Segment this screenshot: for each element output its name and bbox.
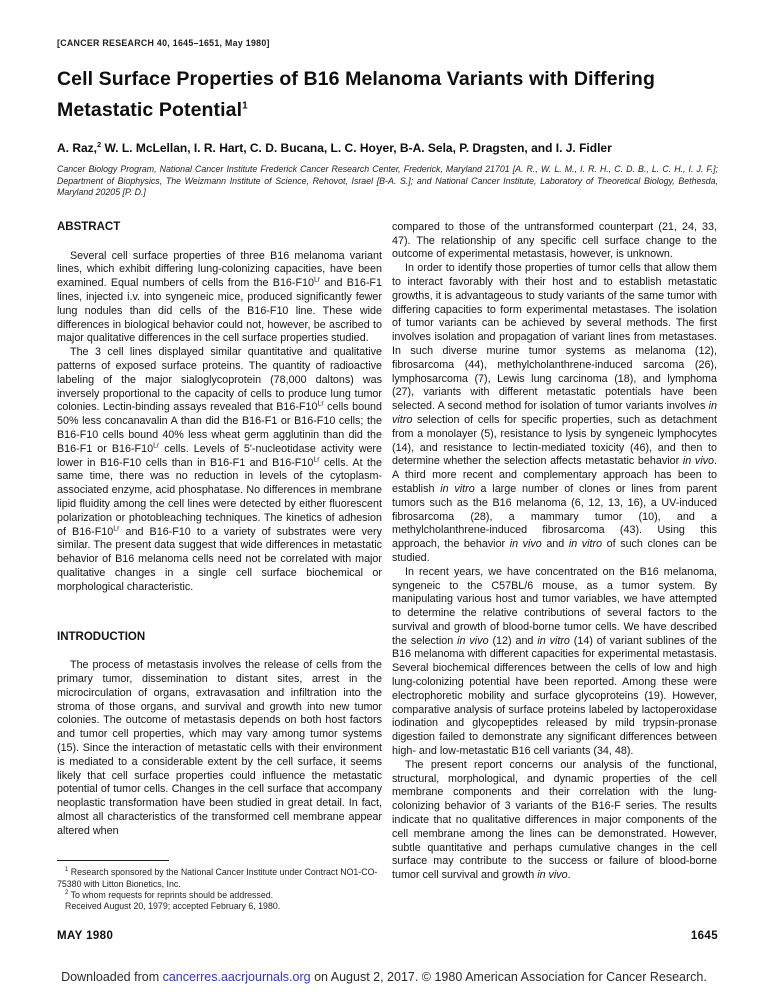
abstract-paragraph: Several cell surface properties of three B16 melanoma variant lines, which exhibit differing lung-colonizing capacities, have been examined. Equal numbers of cells from the $B16-F10^{Lr}$ and B16-F1 lines, injected i.v. into syngeneic mice, produced significantly fewer lung nodules than did cells of the B16-F10 line. These wide differences in biological behavior could not, however, be ascribed to major qualitative differences in the cell surface properties studied. — [57, 249, 382, 345]
page-footer — [57, 930, 718, 942]
paper-title-line1: Cell Surface Properties of B16 Melanoma Variants with Differing — [57, 68, 655, 90]
introduction-paragraph: The process of metastasis involves the release of cells from the primary tumor, dissemination to distant sites, arrest in the microcirculation of organs, extravasation and infiltration into the stroma of those organs, and survival and growth into new tumor colonies. The outcome of metastasis depends on both host factors and tumor cell properties, which may vary among tumor systems (15). Since the interaction of metastatic cells with their environment is mediated to a considerable extent by the cell surface, it seems likely that cell surface properties could influence the metastatic potential of tumor cells. Changes in the cell surface that accompany neoplastic transformation have been studied in great detail. In fact, almost all characteristics of the transformed cell membrane appear altered when — [57, 659, 382, 837]
introduction-paragraph: compared to those of the untransformed counterpart (21, 24, 33, 47). The relationship of any specific cell surface change to the outcome of experimental metastasis, however, is unknown. — [392, 220, 717, 261]
footer-page-number: 1645 — [690, 929, 718, 942]
right-column — [392, 221, 717, 913]
introduction-paragraph: In recent years, we have concentrated on the B16 melanoma, syngeneic to the C57BL/6 mouse, as a tumor system. By manipulating various host and tumor variables, we have attempted to determine the relative contributions of several factors to the survival and growth of blood-borne tumor cells. We have described the selection in vivo (12) and in vitro (14) of variant sublines of the B16 melanoma with different capacities for experimental metastasis. Several biochemical differences between the cells of low and high lung-colonizing potential have been reported. Among these were electrophoretic mobility and surface glycoproteins (19). However, comparative analysis of surface proteins labeled by lactoperoxidase iodination and glycopeptides released by mild trypsin-pronase digestion failed to demonstrate any significant differences between high- and low-metastatic B16 cell variants (34, 48). — [392, 565, 717, 758]
paper-title — [57, 64, 718, 126]
footnote: $^1$ Research sponsored by the National Cancer Institute under Contract NO1-CO-75380 with Litton Bionetics, Inc. — [57, 867, 378, 889]
paper-page — [57, 38, 718, 942]
journal-citation: [CANCER RESEARCH 40, 1645–1651, May 1980] — [57, 38, 270, 48]
affiliation-text: Cancer Biology Program, National Cancer Institute Frederick Cancer Research Center, Frederick, Maryland 21701 [A. R., W. L. M., I. R. H., C. D. B., L. C. H., I. J. F.]; Department of Biophysics, The Weizmann Institute of Science, Rehovot, Israel [B-A. S.]; and National Cancer Institute, Laboratory of Theoretical Biology, Bethesda, Maryland 20205 [P. D.] — [57, 164, 718, 198]
footer-issue-date: MAY 1980 — [57, 929, 114, 942]
banner-journal-link[interactable]: cancerres.aacrjournals.org — [162, 970, 311, 984]
footnote-received-dates: Received August 20, 1979; accepted February 6, 1980. — [65, 901, 281, 912]
footnote-rule — [57, 860, 169, 861]
introduction-heading: INTRODUCTION — [57, 630, 146, 643]
title-footnote-mark: 1 — [242, 100, 248, 112]
download-banner — [0, 970, 768, 984]
banner-prefix: Downloaded from — [61, 970, 163, 984]
introduction-paragraph: In order to identify those properties of tumor cells that allow them to interact favorably with their host and to establish metastatic growths, it is advantageous to study variants of the same tumor with differing capacities to form experimental metastases. The isolation of tumor variants can be achieved by several methods. The first involves isolation and propagation of variant lines from metastases. In such diverse murine tumor systems as melanoma (12), fibrosarcoma (44), methylcholanthrene-induced sarcoma (26), lymphosarcoma (7), Lewis lung carcinoma (18), and lymphoma (27), variants with different metastatic potentials have been selected. A second method for isolation of tumor variants involves in vitro selection of cells for specific properties, such as detachment from a monolayer (5), resistance to lysis by syngeneic lymphocytes (14), and resistance to lectin-mediated toxicity (46), and then to determine whether the selection affects metastatic behavior in vivo. A third more recent and complementary approach has been to establish in vitro a large number of clones or lines from parent tumors such as the B16 melanoma (6, 12, 13, 16), a UV-induced fibrosarcoma (28), a mammary tumor (10), and a methylcholanthrene-induced fibrosarcoma (43). Using this approach, the behavior in vivo and in vitro of such clones can be studied. — [392, 262, 717, 564]
footnote: $^2$ To whom requests for reprints should be addressed. — [65, 889, 274, 900]
paper-title-line2: Metastatic Potential — [57, 99, 243, 121]
abstract-paragraph: The 3 cell lines displayed similar quantitative and qualitative patterns of exposed surface proteins. The quantity of radioactive labeling of the major sialoglycoprotein (78,000 daltons) was inversely proportional to the capacity of cells to produce lung tumor colonies. Lectin-binding assays revealed that $B16-F10^{Lr}$ cells bound 50% less concanavalin A than did the B16-F1 or B16-F10 cells; the B16-F10 cells bound 40% less wheat germ agglutinin than did the B16-F1 or $B16-F10^{Lr}$ cells. Levels of 5'-nucleotidase activity were lower in B16-F10 cells than in B16-F1 and $B16-F10^{Lr}$ cells. At the same time, there was no reduction in levels of the cytoplasm-associated enzyme, acid phosphatase. No differences in membrane lipid fluidity among the cell lines were detected by either fluorescent polarization or photobleaching techniques. The kinetics of adhesion of $B16-F10^{Lr}$ and B16-F10 to a variety of substrates were very similar. The present data suggest that wide differences in metastatic behavior of B16 melanoma cells need not be correlated with major qualitative changes in a single cell surface biochemical or morphological characteristic. — [57, 346, 382, 593]
footnote-block — [57, 860, 382, 913]
abstract-heading: ABSTRACT — [57, 220, 121, 233]
banner-suffix: on August 2, 2017. © 1980 American Association for Cancer Research. — [310, 970, 707, 984]
author-list: A. Raz,$^2$ W. L. McLellan, I. R. Hart, C. D. Bucana, L. C. Hoyer, B-A. Sela, P. Dragsten, and I. J. Fidler — [57, 140, 612, 155]
two-column-body — [57, 221, 718, 913]
introduction-paragraph: The present report concerns our analysis of the functional, structural, morphological, and dynamic properties of the cell membrane components and their correlation with the lung-colonizing behavior of 3 variants of the B16-F series. The results indicate that no qualitative differences in major components of the cell membrane among the lines can be demonstrated. However, subtle quantitative and perhaps cumulative changes in the cell surface may contribute to the success or failure of blood-borne tumor cell survival and growth in vivo. — [392, 758, 717, 882]
left-column — [57, 221, 382, 913]
